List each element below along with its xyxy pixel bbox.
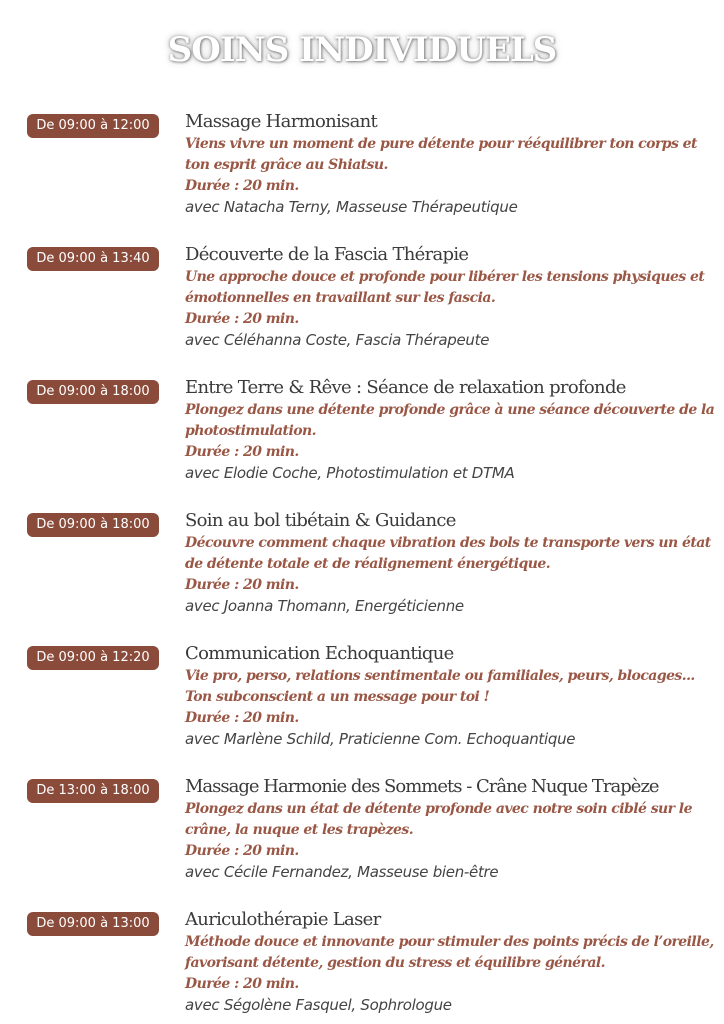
time-badge: De 09:00 à 13:40 xyxy=(27,247,159,271)
session-duration: Durée : 20 min. xyxy=(185,976,299,992)
session-title: Massage Harmonie des Sommets - Crâne Nuque Trapèze xyxy=(185,776,659,797)
time-badge: De 09:00 à 13:00 xyxy=(27,912,159,936)
session-description: Viens vivre un moment de pure détente pour rééquilibrer ton corps et ton esprit grâce au Shiatsu. xyxy=(185,136,697,173)
session-practitioner: avec Céléhanna Coste, Fascia Thérapeute xyxy=(185,331,490,349)
session-description: Plongez dans un état de détente profonde avec notre soin ciblé sur le crâne, la nuque et les trapèzes. xyxy=(185,801,692,838)
session-description: Méthode douce et innovante pour stimuler des points précis de l’oreille, favorisant détente, gestion du stress et équilibre général. xyxy=(185,934,714,971)
session-title: Découverte de la Fascia Thérapie xyxy=(185,244,469,265)
session-content xyxy=(185,376,720,484)
session-practitioner: avec Cécile Fernandez, Masseuse bien-être xyxy=(185,863,499,881)
session-title: Soin au bol tibétain & Guidance xyxy=(185,510,456,531)
page-title: SOINS INDIVIDUELS xyxy=(167,30,557,70)
session-title: Massage Harmonisant xyxy=(185,111,378,132)
time-badge: De 13:00 à 18:00 xyxy=(27,779,159,803)
session-content xyxy=(185,243,720,351)
time-badge: De 09:00 à 12:20 xyxy=(27,646,159,670)
session-duration: Durée : 20 min. xyxy=(185,311,299,327)
time-badge: De 09:00 à 18:00 xyxy=(27,513,159,537)
session-practitioner: avec Natacha Terny, Masseuse Thérapeutique xyxy=(185,198,518,216)
session-content xyxy=(185,908,720,1016)
session-practitioner: avec Joanna Thomann, Energéticienne xyxy=(185,597,464,615)
session-practitioner: avec Elodie Coche, Photostimulation et DTMA xyxy=(185,464,515,482)
session-duration: Durée : 20 min. xyxy=(185,843,299,859)
session-duration: Durée : 20 min. xyxy=(185,178,299,194)
session-content xyxy=(185,509,720,617)
session-content xyxy=(185,775,720,883)
session-practitioner: avec Marlène Schild, Praticienne Com. Echoquantique xyxy=(185,730,576,748)
session-duration: Durée : 20 min. xyxy=(185,444,299,460)
session-title: Entre Terre & Rêve : Séance de relaxation profonde xyxy=(185,377,626,398)
session-description: Découvre comment chaque vibration des bols te transporte vers un état de détente totale et de réalignement énergétique. xyxy=(185,535,711,572)
session-duration: Durée : 20 min. xyxy=(185,577,299,593)
session-description: Une approche douce et profonde pour libérer les tensions physiques et émotionnelles en travaillant sur les fascia. xyxy=(185,269,705,306)
time-badge: De 09:00 à 12:00 xyxy=(27,114,159,138)
session-content xyxy=(185,642,720,750)
session-title: Auriculothérapie Laser xyxy=(185,909,381,930)
session-description: Vie pro, perso, relations sentimentale ou familiales, peurs, blocages... Ton subconscient a un message pour toi ! xyxy=(185,668,695,705)
session-practitioner: avec Ségolène Fasquel, Sophrologue xyxy=(185,996,452,1014)
session-content xyxy=(185,110,720,218)
session-title: Communication Echoquantique xyxy=(185,643,454,664)
session-duration: Durée : 20 min. xyxy=(185,710,299,726)
time-badge: De 09:00 à 18:00 xyxy=(27,380,159,404)
session-description: Plongez dans une détente profonde grâce à une séance découverte de la photostimulation. xyxy=(185,402,715,439)
